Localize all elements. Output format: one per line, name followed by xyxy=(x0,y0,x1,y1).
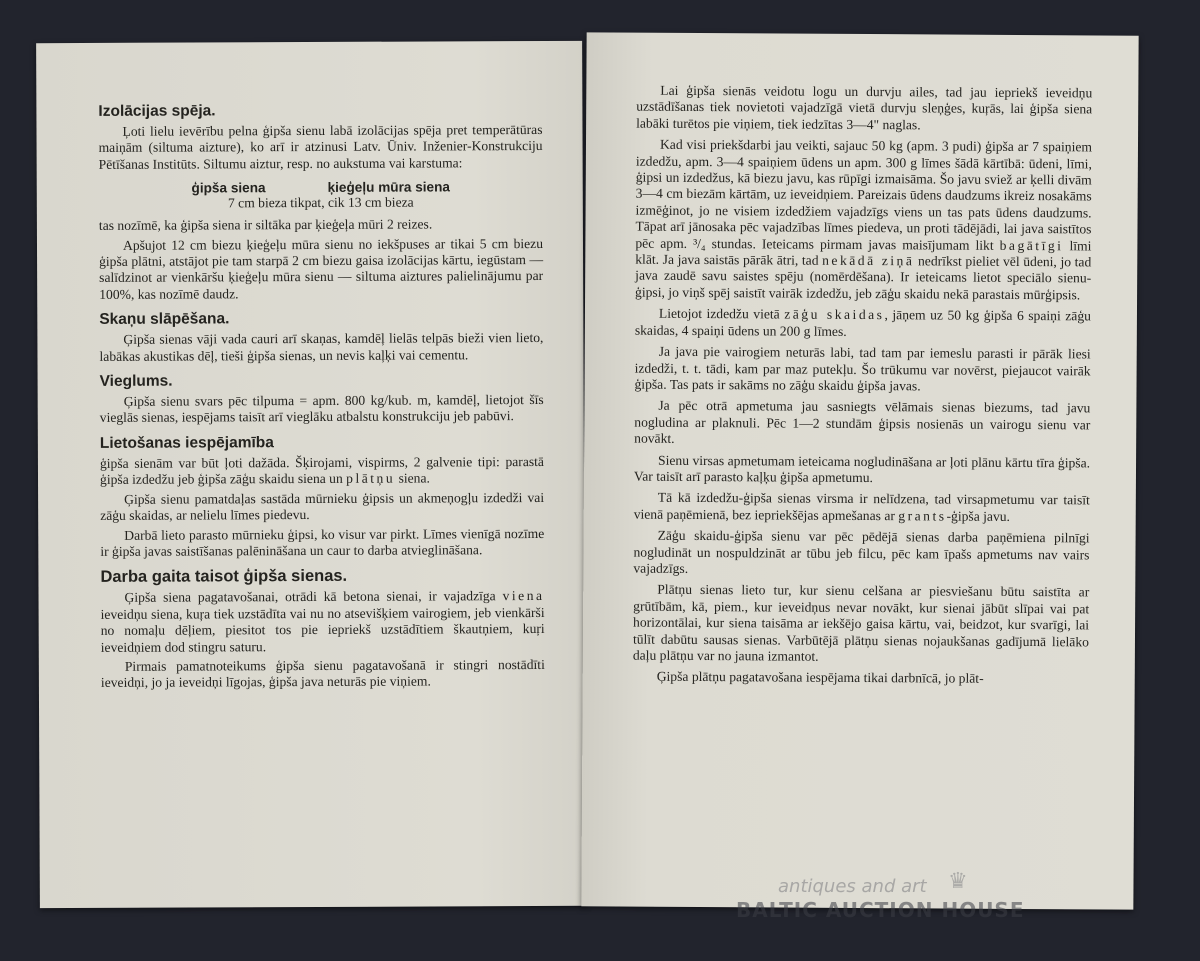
usage-p1-spaced: plātņu xyxy=(346,470,396,487)
procedure-p1-spaced: viena xyxy=(502,588,545,604)
usage-paragraph-2: Ģipša sienu pamatdaļas sastāda mūrnieku ģipsis un akmeņogļu izdedži vai zāģu skaidas, ar nelielu līmes piedevu. xyxy=(100,489,545,524)
right-p7-spaced: grants xyxy=(898,507,947,524)
right-paragraph-2 xyxy=(635,137,1092,304)
procedure-p1-end: ieveidņu siena, kuŗa tiek uzstādīta vai nu no atsevišķiem vairogiem, jeb vienkārši no nomaļu dēļiem, piesitot tos pie iepriekš uzstādītiem škautņiem, kuŗi ieveidņiem dod stingru saturu. xyxy=(100,604,545,655)
right-p7-end: -ģipša javu. xyxy=(946,508,1011,524)
right-paragraph-5: Ja pēc otrā apmetuma jau sasniegts vēlāmais sienas biezums, tad javu nogludina ar plaknuli. Pēc 1—2 stundām ģipsis nosienās un vairogu sienu var novākt. xyxy=(634,398,1091,446)
comparison-brick: ķieģeļu mūra siena xyxy=(327,179,450,196)
lightness-paragraph-1: Ģipša sienu svars pēc tilpuma = apm. 800 kg/kub. m, kamdēļ, lietojot šīs vieglās sienas, iespējams taisīt arī vieglāku atbalstu konstrukciju jeb pabūvi. xyxy=(99,392,544,426)
procedure-paragraph-1 xyxy=(101,588,545,656)
sound-paragraph-1: Ģipša sienas vāji vada cauri arī skaņas, kamdēļ lielās telpās bieži vien lieto, labākas akustikas dēļ, tieši ģipša sienas, un nevis kaļķi vai cementu. xyxy=(99,330,544,364)
usage-p1-end: siena. xyxy=(398,470,430,486)
heading-insulation: Izolācijas spēja. xyxy=(98,102,216,120)
insulation-paragraph-2: tas nozīmē, ka ģipša siena ir siltāka par ķieģeļa mūri 2 reizes. xyxy=(98,216,433,234)
crown-icon: ♛ xyxy=(948,868,968,893)
watermark-line-2: BALTIC AUCTION HOUSE xyxy=(736,898,1025,922)
right-paragraph-6: Sienu virsas apmetumam ieteicama nogludināšana ar ļoti plānu kārtu tīra ģipša. Var taisīt arī parasto kaļķu ģipša apmetumu. xyxy=(633,452,1091,486)
right-p2-start: Kad visi priekšdarbi jau veikti, sajauc 50 kg (apm. 3 pudi) ģipša ar 7 spaiņiem izdedžu, apm. 3—4 spaiņiem ūdens un apm. 300 g līmes šādā kārtībā: ūdeni, līmi, ģipsi un izdedžus, kā biezu javu, kas rūpīgi izmaisāma. Šo javu sviež ar ķelli divām 3—4 cm biezām kārtām, uz ieveidņiem. Pareizais ūdens daudzums ikreiz nosakāms izmēģinot, jo ne visiem izdedžiem vajadzīgs viens un tas pats ūdens daudzums. Tāpat arī jānosaka pēc vajadzības līmes piedeva, un proti tādējādi, lai java saistītos pēc apm. ³/₄ stundas. Ieteicams pirmam javas maisījumam likt xyxy=(635,136,1093,253)
right-paragraph-7 xyxy=(634,490,1090,526)
right-paragraph-10: Ģipša plātņu pagatavošana iespējama tikai darbnīcā, jo plāt- xyxy=(656,669,984,687)
right-p2-mid: līmi klāt. Ja java saistās pārāk ātri, tad xyxy=(635,237,1092,268)
right-p2-spaced-1: bagātīgi xyxy=(999,237,1064,253)
usage-paragraph-1 xyxy=(100,454,544,489)
comparison-subtitle: 7 cm bieza tikpat, cik 13 cm bieza xyxy=(227,194,414,211)
comparison-gypsum: ģipša siena xyxy=(191,180,266,196)
right-paragraph-4: Ja java pie vairogiem neturās labi, tad tam par iemeslu parasti ir pārāk liesi izdedži, t. t. tādi, kam par maz putekļu. Šo trūkumu var novērst, piejaucot vairāk ģipša. Tas pats ir sakāms no zāģu skaidu ģipša javas. xyxy=(634,343,1091,394)
insulation-paragraph-3: Apšujot 12 cm biezu ķieģeļu mūra sienu no iekšpuses ar tikai 5 cm biezu ģipša plātni, atstājot pie tam starpā 2 cm biezu gaisa izolācijas kārtu, iegūstam — salīdzinot ar vienkāršu ķieģeļu mūra sienu — siltuma aiztures palielinājumu par 100%, kas nozīmē daudz. xyxy=(99,235,544,302)
right-paragraph-8: Zāģu skaidu-ģipša sienu var pēc pēdējā sienas darba paņēmiena pilnīgi nogludināt un nospuldzināt ar tūbu jeb filcu, pēc kam īpašs apmetums nav vairs vajadzīgs. xyxy=(633,527,1090,576)
left-page xyxy=(36,41,586,908)
right-paragraph-3 xyxy=(635,306,1091,342)
right-p3-start: Lietojot izdedžu vietā xyxy=(658,306,780,322)
right-p3-spaced: zāģu skaidas xyxy=(784,306,885,323)
right-p3-end: , jāņem uz 50 kg ģipša 6 spaiņi zāģu skaidas, 4 spaiņi ūdens un 200 g līmes. xyxy=(634,307,1091,339)
procedure-p1-start: Ģipša siena pagatavošanai, otrādi kā betona sienai, ir vajadzīga xyxy=(124,588,496,606)
insulation-paragraph-1: Ļoti lielu ievērību pelna ģipša sienu labā izolācijas spēja pret temperātūras maiņām (siltuma aizture), ko arī ir atzinusi Latv. Ūniv. Inženier-Konstrukciju Pētīšanas Institūts. Siltumu aiztur, resp. no aukstuma vai karstuma: xyxy=(98,121,543,172)
right-p2-spaced-2: nekādā ziņā xyxy=(822,252,915,269)
procedure-paragraph-2: Pirmais pamatnoteikums ģipša sienu pagatavošanā ir stingri nostādīti ieveidņi, jo ja ieveidņi līgojas, ģipša java neturās pie viņiem. xyxy=(100,656,545,691)
heading-lightness: Vieglums. xyxy=(99,372,173,390)
usage-p1-start: ģipša sienām var būt ļoti dažāda. Šķirojami, vispirms, 2 galvenie tipi: parastā ģipša izdedžu jeb ģipša zāģu skaidu siena un xyxy=(99,453,544,488)
right-p2-end: nedrīkst pieliet vēl ūdeni, jo tad java zaudē savu saistes spēju (nomērdēšana). Ir ieteicams lietot speciālo sienu-ģipsi, jo viņš spēj saistīt vairāk izdedžu, jeb zāģu skaidu nekā parastais mūrģipsis. xyxy=(635,253,1092,303)
heading-usage: Lietošanas iespējamība xyxy=(99,434,274,452)
watermark-line-1: antiques and art xyxy=(778,876,927,897)
heading-procedure: Darba gaita taisot ģipša sienas. xyxy=(100,567,348,587)
right-paragraph-1: Lai ģipša sienās veidotu logu un durvju ailes, tad jau iepriekš ieveidņu uzstādīšanas tiek novietoti vajadzīgā vietā durvju sleņģes, kuŗās, lai ģipša siena labāki turētos pie viņiem, tiek iedzītas 3—4" naglas. xyxy=(636,82,1093,133)
usage-paragraph-3: Darbā lieto parasto mūrnieku ģipsi, ko visur var pirkt. Līmes vienīgā nozīme ir ģipša javas saistīšanas palēnināšana un caur to darba atvieglināšana. xyxy=(100,525,545,559)
heading-sound: Skaņu slāpēšana. xyxy=(99,310,230,329)
right-page xyxy=(581,32,1138,909)
right-p7-start: Tā kā izdedžu-ģipša sienas virsma ir nelīdzena, tad virsapmetumu var taisīt vienā paņēmienā, bez iepriekšējas apmešanas ar xyxy=(633,490,1090,523)
right-paragraph-9: Plātņu sienas lieto tur, kur sienu celšana ar piesviešanu būtu saistīta ar grūtībām, kā, piem., kur ieveidņus nevar novākt, kur sienai jābūt slīpai vai pat horizontālai, kur siena taisāma ar iekšējo gaisa kārtu, vai, beidzot, kur svarīgi, lai tūlīt dabūtu sausas sienas. Varbūtējā plātņu sienas nojaukšanas gadījumā lielāko daļu plātņu var no jauna izmantot. xyxy=(632,582,1090,664)
